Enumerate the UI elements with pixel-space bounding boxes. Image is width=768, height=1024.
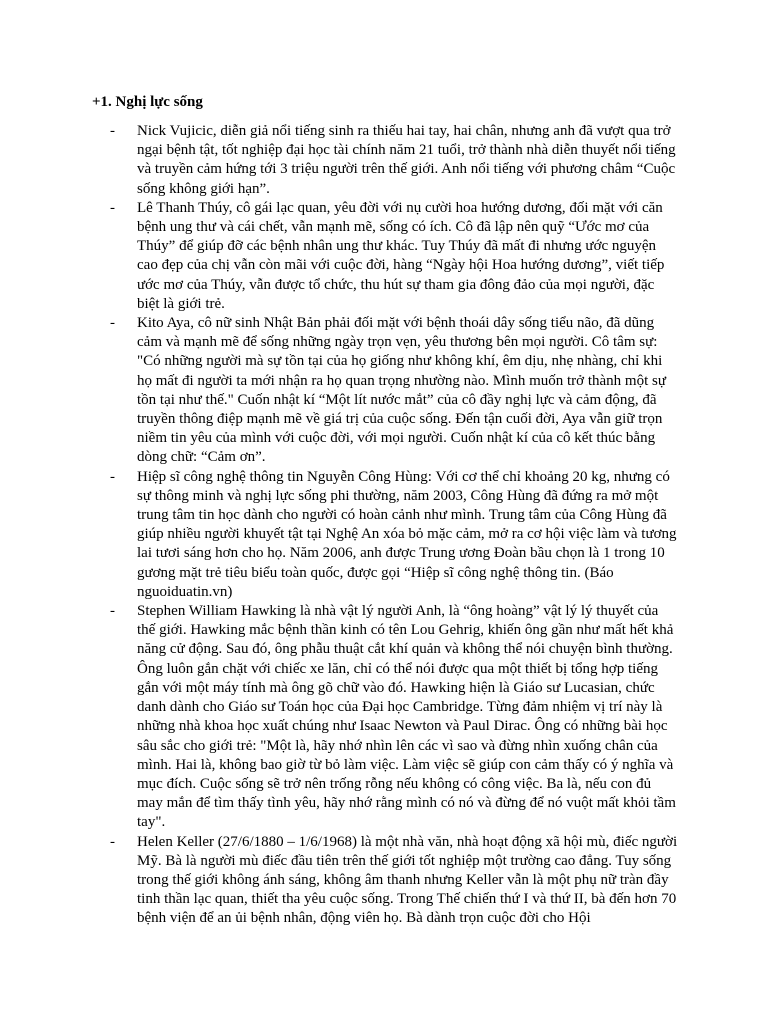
list-item [110, 833, 680, 929]
list-item-text: Nick Vujicic, diễn giả nổi tiếng sinh ra thiếu hai tay, hai chân, nhưng anh đã vượt qua trở ngại bệnh tật, tốt nghiệp đại học tài chính năm 21 tuổi, trở thành nhà diễn thuyết nổi tiếng và truyền cảm hứng tới 3 triệu người trên thế giới. Anh nổi tiếng với phương châm “Cuộc sống không giới hạn”. [137, 123, 676, 197]
dash-bullet: - [110, 603, 115, 620]
example-list [110, 122, 680, 929]
list-item-text: Hiệp sĩ công nghệ thông tin Nguyễn Công Hùng: Với cơ thể chỉ khoảng 20 kg, nhưng có sự thông minh và nghị lực sống phi thường, năm 2003, Công Hùng đã đứng ra mở một trung tâm tin học dành cho người có hoàn cảnh như mình. Trung tâm của Công Hùng đã giúp nhiều người khuyết tật tại Nghệ An xóa bỏ mặc cảm, mở ra cơ hội việc làm và tương lai tươi sáng hơn cho họ. Năm 2006, anh được Trung ương Đoàn bầu chọn là 1 trong 10 gương mặt trẻ tiêu biểu toàn quốc, được gọi “Hiệp sĩ công nghệ thông tin. (Báo nguoiduatin.vn) [137, 468, 677, 600]
list-item [110, 199, 680, 314]
section-heading: +1. Nghị lực sống [92, 94, 203, 110]
dash-bullet: - [110, 315, 115, 332]
list-item [110, 314, 680, 468]
list-item-text: Lê Thanh Thúy, cô gái lạc quan, yêu đời với nụ cười hoa hướng dương, đối mặt với căn bệnh ung thư và cái chết, vẫn mạnh mẽ, sống có ích. Cô đã lập nên quỹ “Ước mơ của Thúy” để giúp đỡ các bệnh nhân ung thư khác. Tuy Thúy đã mất đi nhưng ước nguyện cao đẹp của chị vẫn còn mãi với cuộc đời, hàng “Ngày hội Hoa hướng dương”, viết tiếp ước mơ của Thúy, vẫn được tổ chức, thu hút sự tham gia đông đảo của mọi người, đặc biệt là giới trẻ. [137, 199, 665, 312]
list-item [110, 602, 680, 832]
list-item-text: Helen Keller (27/6/1880 – 1/6/1968) là một nhà văn, nhà hoạt động xã hội mù, điếc người Mỹ. Bà là người mù điếc đầu tiên trên thế giới tốt nghiệp một trường cao đẳng. Tuy sống trong thế giới không ánh sáng, không âm thanh nhưng Keller vẫn là một phụ nữ tràn đầy tinh thần lạc quan, thiết tha yêu cuộc sống. Trong Thế chiến thứ I và thứ II, bà đến hơn 70 bệnh viện để an ủi bệnh nhân, động viên họ. Bà dành trọn cuộc đời cho Hội [137, 833, 678, 927]
list-item [110, 122, 680, 199]
dash-bullet: - [110, 123, 115, 139]
list-item-text: Kito Aya, cô nữ sinh Nhật Bản phải đối mặt với bệnh thoái dây sống tiểu não, đã dũng cảm và mạnh mẽ để sống những ngày trọn vẹn, yêu thương bên mọi người. Cô tâm sự: "Có những người mà sự tồn tại của họ giống như không khí, êm dịu, nhẹ nhàng, chỉ khi họ mất đi người ta mới nhận ra họ quan trọng nhường nào. Mình muốn trở thành một sự tồn tại như thế." Cuốn nhật kí “Một lít nước mắt” của cô đầy nghị lực và cảm động, đã truyền thông điệp mạnh mẽ về giá trị của cuộc sống. Đến tận cuối đời, Aya vẫn giữ trọn niềm tin yêu của mình với cuộc đời, với mọi người. Cuốn nhật kí của cô kết thúc bằng dòng chữ: “Cảm ơn”. [137, 315, 666, 466]
dash-bullet: - [110, 468, 115, 485]
dash-bullet: - [110, 199, 115, 216]
list-item-text: Stephen William Hawking là nhà vật lý người Anh, là “ông hoàng” vật lý lý thuyết của thế giới. Hawking mắc bệnh thần kinh có tên Lou Gehrig, khiến ông gần như mất hết khả năng cử động. Sau đó, ông phẫu thuật cắt khí quản và không thể nói chuyện bình thường. Ông luôn gắn chặt với chiếc xe lăn, chỉ có thể nói được qua một thiết bị tổng hợp tiếng gắn với một máy tính mà ông gõ chữ vào đó. Hawking hiện là Giáo sư Lucasian, chức danh dành cho Giáo sư Toán học của Đại học Cambridge. Từng đảm nhiệm vị trí này là những nhà khoa học xuất chúng như Isaac Newton và Paul Dirac. Ông có những bài học sâu sắc cho giới trẻ: "Một là, hãy nhớ nhìn lên các vì sao và đừng nhìn xuống chân của mình. Hai là, không bao giờ từ bỏ làm việc. Làm việc sẽ giúp con cảm thấy có ý nghĩa và mục đích. Cuộc sống sẽ trở nên trống rỗng nếu không có công việc. Ba là, nếu con đủ may mắn để tìm thấy tình yêu, hãy nhớ rằng mình có nó và đừng để nó vuột mất khỏi tầm tay". [137, 603, 676, 831]
dash-bullet: - [110, 833, 115, 850]
list-item [110, 468, 680, 602]
